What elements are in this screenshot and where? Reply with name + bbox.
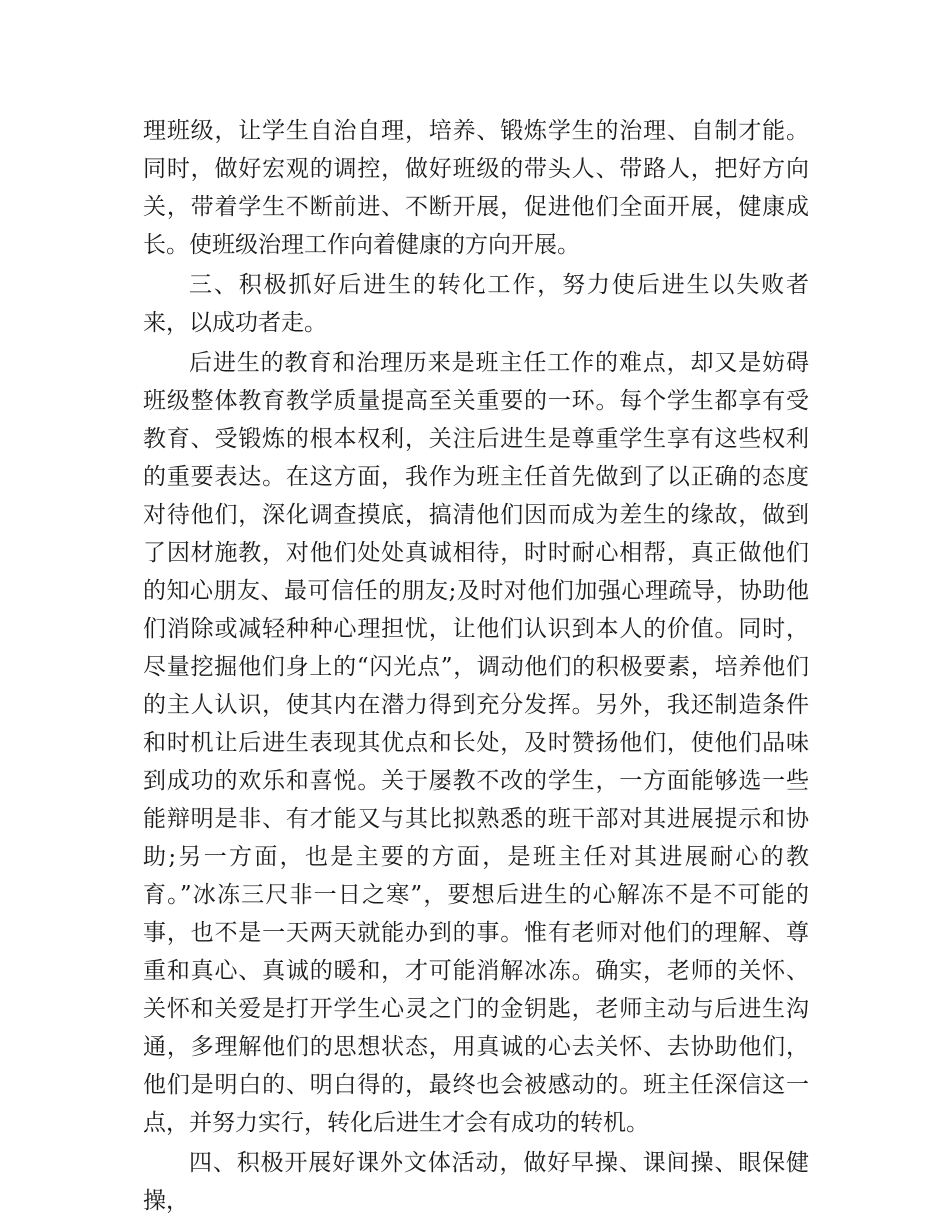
section-heading-three: 三、积极抓好后进生的转化工作，努力使后进生以失败者来，以成功者走。: [143, 272, 809, 336]
paragraph-class-management: 理班级，让学生自治自理，培养、锻炼学生的治理、自制才能。同时，做好宏观的调控，做好班级的带头人、带路人，把好方向关，带着学生不断前进、不断开展，促进他们全面开展，健康成长。使班级治理工作向着健康的方向开展。: [143, 118, 809, 258]
section-heading-four: 四、积极开展好课外文体活动，做好早操、课间操、眼保健操，: [143, 1150, 809, 1214]
document-body: [143, 112, 809, 1220]
paragraph-underachievers: 后进生的教育和治理历来是班主任工作的难点，却又是妨碍班级整体教育教学质量提高至关重要的一环。每个学生都享有受教育、受锻炼的根本权利，关注后进生是尊重学生享有这些权利的重要表达。在这方面，我作为班主任首先做到了以正确的态度对待他们，深化调查摸底，搞清他们因而成为差生的缘故，做到了因材施教，对他们处处真诚相待，时时耐心相帮，真正做他们的知心朋友、最可信任的朋友;及时对他们加强心理疏导，协助他们消除或减轻种种心理担忧，让他们认识到本人的价值。同时，尽量挖掘他们身上的“闪光点”，调动他们的积极要素，培养他们的主人认识，使其内在潜力得到充分发挥。另外，我还制造条件和时机让后进生表现其优点和长处，及时赞扬他们，使他们品味到成功的欢乐和喜悦。关于屡教不改的学生，一方面能够选一些能辩明是非、有才能又与其比拟熟悉的班干部对其进展提示和协助;另一方面，也是主要的方面，是班主任对其进展耐心的教育。”冰冻三尺非一日之寒”，要想后进生的心解冻不是不可能的事，也不是一天两天就能办到的事。惟有老师对他们的理解、尊重和真心、真诚的暖和，才可能消解冰冻。确实，老师的关怀、关怀和关爱是打开学生心灵之门的金钥匙，老师主动与后进生沟通，多理解他们的思想状态，用真诚的心去关怀、去协助他们，他们是明白的、明白得的，最终也会被感动的。班主任深信这一点，并努力实行，转化后进生才会有成功的转机。: [143, 350, 809, 1136]
